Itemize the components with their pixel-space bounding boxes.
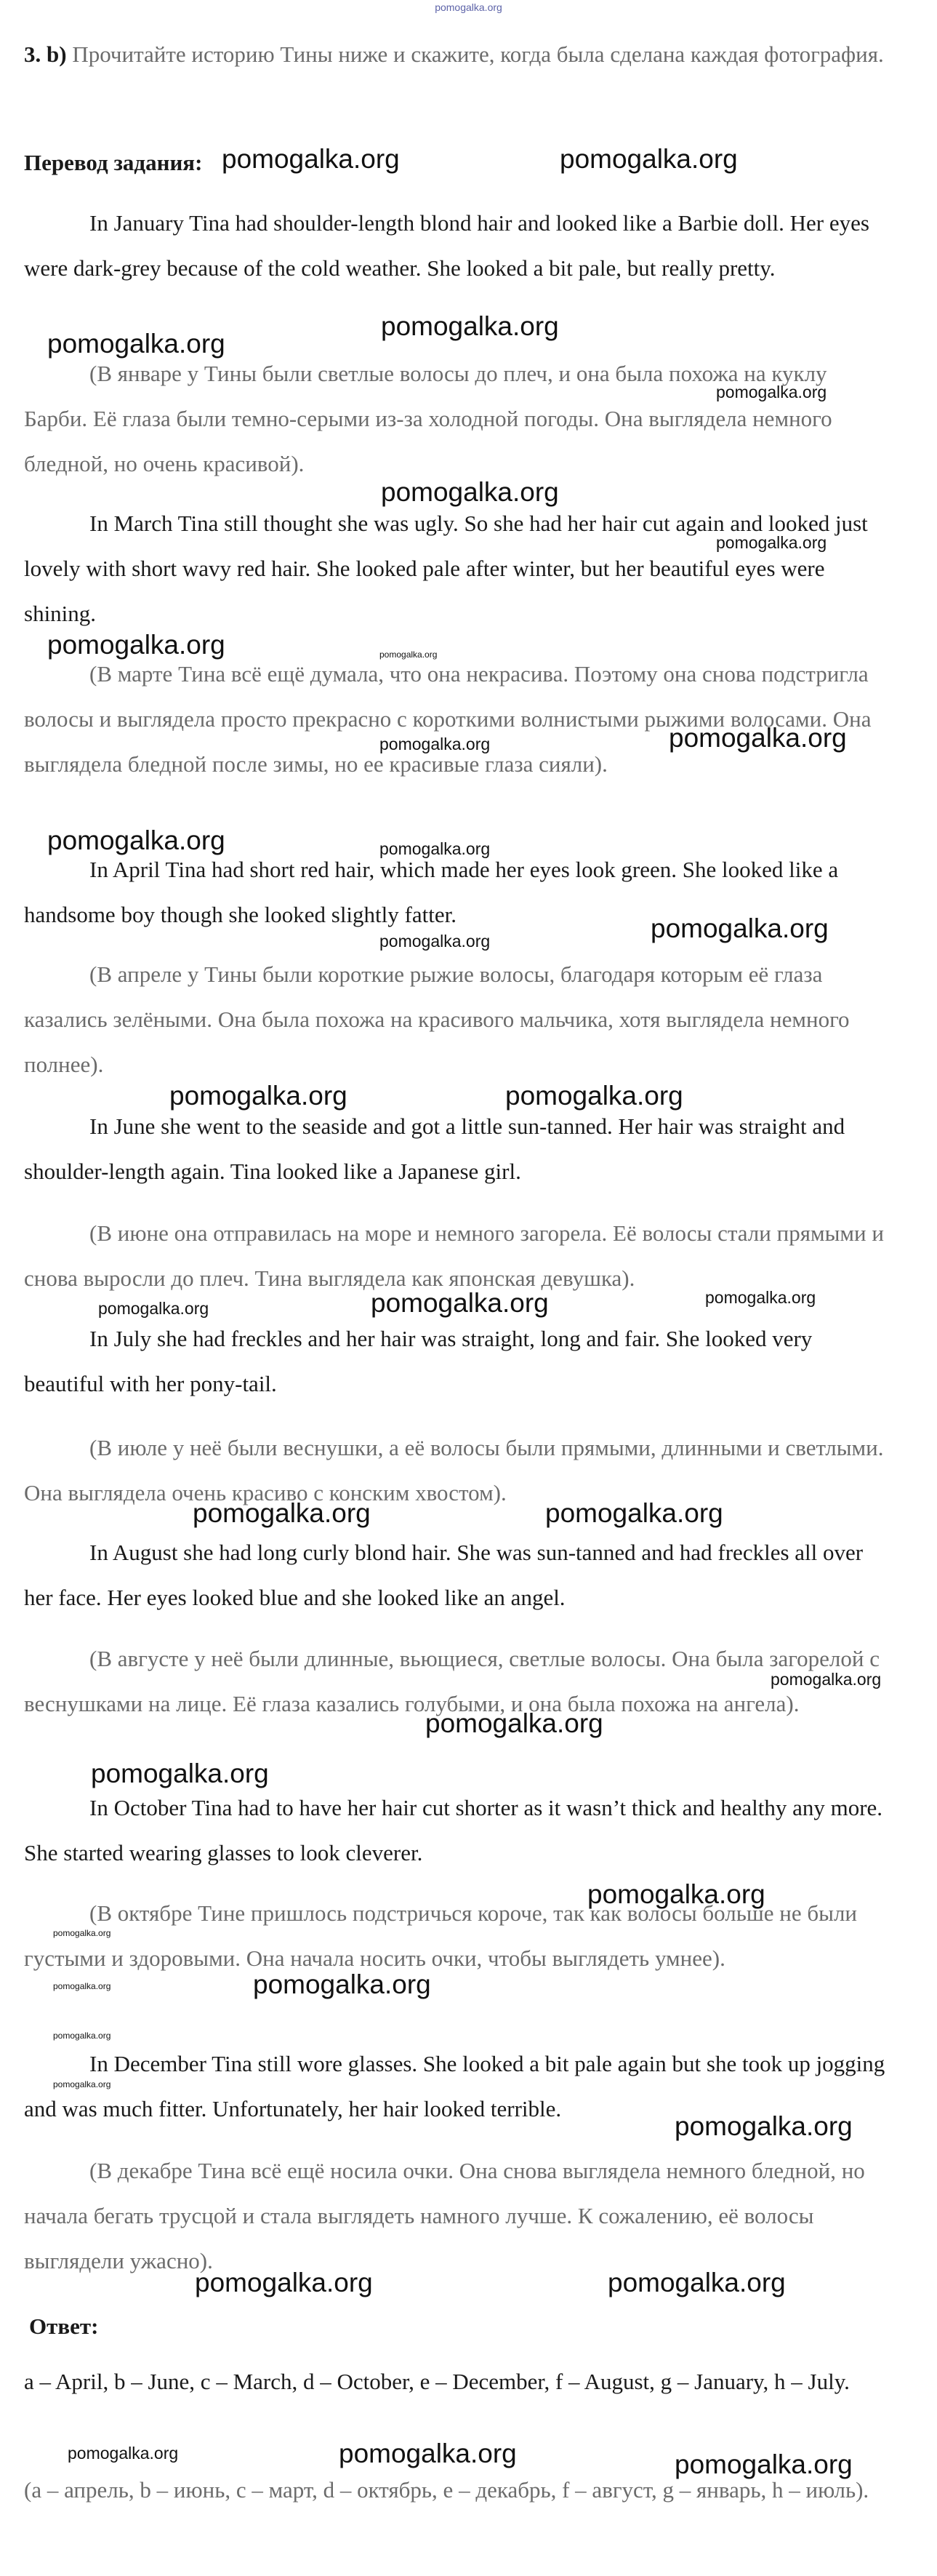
watermark: pomogalka.org <box>651 913 829 943</box>
watermark: pomogalka.org <box>560 144 738 174</box>
paragraph-april-en: In April Tina had short red hair, which made her eyes look green. She looked like a handsome boy though she looked slightly fatter. <box>24 857 839 927</box>
watermark: pomogalka.org <box>53 1928 111 1938</box>
watermark: pomogalka.org <box>705 1288 816 1307</box>
watermark: pomogalka.org <box>675 2449 853 2479</box>
watermark: pomogalka.org <box>53 2031 111 2041</box>
paragraph-december-ru: (В декабре Тина всё ещё носила очки. Она снова выглядела немного бледной, но начала бегать трусцой и стала выглядеть намного лучше. К сожалению, её волосы выглядели ужасно). <box>24 2158 865 2273</box>
site-header-watermark: pomogalka.org <box>435 1 502 13</box>
watermark: pomogalka.org <box>222 144 400 174</box>
paragraph-january-en: In January Tina had shoulder-length blond hair and looked like a Barbie doll. Her eyes were dark-grey because of the cold weather. She looked a bit pale, but really pretty. <box>24 210 869 281</box>
paragraph-january-ru: (В январе у Тины были светлые волосы до плеч, и она была похожа на куклу Барби. Её глаза были темно-серыми из-за холодной погоды. Она выглядела немного бледной, но очень красивой). <box>24 361 832 476</box>
paragraph-june-ru: (В июне она отправилась на море и немного загорела. Её волосы стали прямыми и снова выросли до плеч. Тина выглядела как японская девушка). <box>24 1220 884 1291</box>
paragraph-december-en: In December Tina still wore glasses. She looked a bit pale again but she took up jogging and was much fitter. Unfortunately, her hair looked terrible. <box>24 2051 885 2121</box>
watermark: pomogalka.org <box>379 649 438 660</box>
watermark: pomogalka.org <box>379 839 491 858</box>
watermark: pomogalka.org <box>371 1288 549 1318</box>
watermark: pomogalka.org <box>716 383 827 401</box>
watermark: pomogalka.org <box>669 723 847 753</box>
paragraph-march-ru: (В марте Тина всё ещё думала, что она некрасива. Поэтому она снова подстригла волосы и выглядела просто прекрасно с короткими волнистыми рыжими волосами. Она выглядела бледной после зимы, но ее красивые глаза сияли). <box>24 661 872 777</box>
paragraph-august-en: In August she had long curly blond hair. She was sun-tanned and had freckles all over her face. Her eyes looked blue and she looked like an angel. <box>24 1540 864 1610</box>
answer-en: a – April, b – June, c – March, d – October, e – December, f – August, g – January, h – July. <box>24 2369 850 2394</box>
translation-heading: Перевод задания: <box>24 150 203 175</box>
watermark: pomogalka.org <box>608 2268 786 2297</box>
watermark: pomogalka.org <box>47 630 225 660</box>
watermark: pomogalka.org <box>195 2268 373 2297</box>
paragraph-july-en: In July she had freckles and her hair was straight, long and fair. She looked very beautiful with her pony-tail. <box>24 1326 813 1396</box>
watermark: pomogalka.org <box>425 1708 603 1738</box>
answer-ru: (a – апрель, b – июнь, c – март, d – октябрь, e – декабрь, f – август, g – январь, h – июль). <box>24 2477 869 2503</box>
watermark: pomogalka.org <box>587 1879 765 1909</box>
watermark: pomogalka.org <box>771 1670 882 1689</box>
answer-label: Ответ: <box>29 2313 99 2339</box>
watermark: pomogalka.org <box>675 2111 853 2141</box>
paragraph-october-en: In October Tina had to have her hair cut shorter as it wasn’t thick and healthy any more. She started wearing glasses to look cleverer. <box>24 1795 883 1865</box>
task-number: 3. b) <box>24 41 67 67</box>
watermark: pomogalka.org <box>169 1081 347 1111</box>
watermark: pomogalka.org <box>545 1498 723 1528</box>
watermark: pomogalka.org <box>339 2439 517 2468</box>
watermark: pomogalka.org <box>193 1498 371 1528</box>
paragraph-august-ru: (В августе у неё были длинные, вьющиеся, светлые волосы. Она была загорелой с веснушками на лице. Её глаза казались голубыми, и она была похожа на ангела). <box>24 1646 880 1716</box>
watermark: pomogalka.org <box>379 932 491 951</box>
paragraph-october-ru: (В октябре Тине пришлось подстричься короче, так как волосы больше не были густыми и здоровыми. Она начала носить очки, чтобы выглядеть умнее). <box>24 1900 858 1971</box>
watermark: pomogalka.org <box>381 311 559 341</box>
watermark: pomogalka.org <box>381 477 559 507</box>
watermark: pomogalka.org <box>505 1081 683 1111</box>
watermark: pomogalka.org <box>68 2444 179 2463</box>
watermark: pomogalka.org <box>53 1981 111 1991</box>
paragraph-april-ru: (В апреле у Тины были короткие рыжие волосы, благодаря которым её глаза казались зелёными. Она была похожа на красивого мальчика, хотя выглядела немного полнее). <box>24 961 850 1077</box>
paragraph-july-ru: (В июле у неё были веснушки, а её волосы были прямыми, длинными и светлыми. Она выглядела очень красиво с конским хвостом). <box>24 1435 884 1505</box>
paragraph-june-en: In June she went to the seaside and got a little sun-tanned. Her hair was straight and shoulder-length again. Tina looked like a Japanese girl. <box>24 1113 845 1184</box>
watermark: pomogalka.org <box>98 1299 209 1318</box>
watermark: pomogalka.org <box>379 735 491 753</box>
watermark: pomogalka.org <box>53 2079 111 2089</box>
task-instruction <box>24 32 889 77</box>
watermark: pomogalka.org <box>47 329 225 359</box>
task-instruction-text: Прочитайте историю Тины ниже и скажите, когда была сделана каждая фотография. <box>72 41 884 67</box>
watermark: pomogalka.org <box>253 1969 431 1999</box>
paragraph-march-en: In March Tina still thought she was ugly. So she had her hair cut again and looked just lovely with short wavy red hair. She looked pale after winter, but her beautiful eyes were shining. <box>24 511 868 626</box>
watermark: pomogalka.org <box>716 533 827 552</box>
watermark: pomogalka.org <box>47 825 225 855</box>
watermark: pomogalka.org <box>91 1759 269 1788</box>
